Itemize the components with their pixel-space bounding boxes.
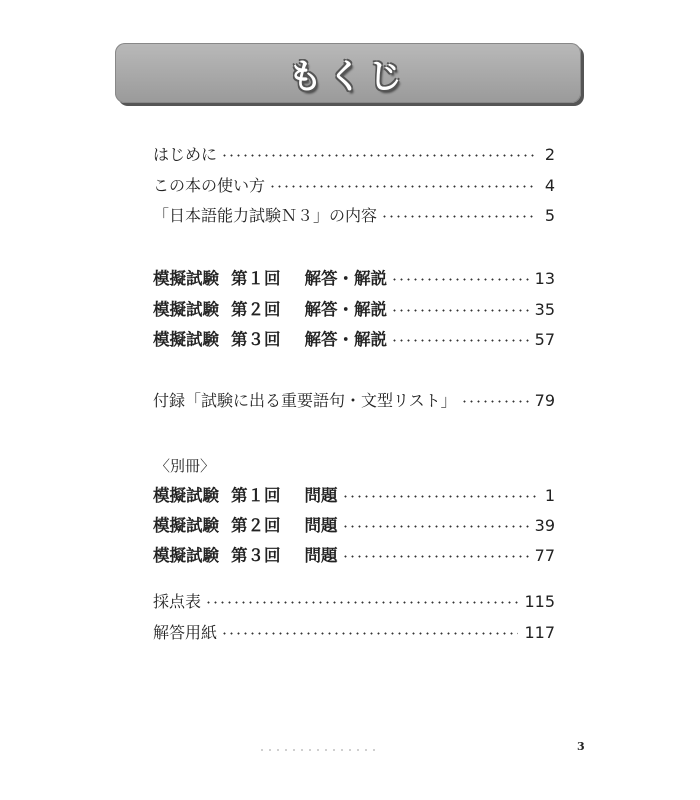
toc-entry-label-b: 第２回 <box>231 516 281 535</box>
page-title: もくじ <box>288 56 408 97</box>
toc-entry-label: はじめに <box>153 145 218 164</box>
toc-entry-label <box>153 546 338 566</box>
dot-leader <box>205 601 518 604</box>
toc-entry[interactable] <box>153 269 555 289</box>
toc-entry-label <box>153 486 338 506</box>
toc-entry-label-a: 模擬試験 <box>153 546 219 565</box>
dot-leader <box>221 632 518 635</box>
dot-leader <box>342 555 529 558</box>
toc-entry-page: 39 <box>534 516 555 535</box>
toc-entry-page: 4 <box>544 176 555 195</box>
toc-entry-label-b: 第１回 <box>231 486 281 505</box>
toc-entry[interactable] <box>153 391 555 411</box>
toc-entry-label-a: 模擬試験 <box>153 330 219 349</box>
toc-entry-page: 79 <box>534 391 555 410</box>
toc-entry-page: 57 <box>534 330 555 349</box>
toc-entry-label-a: 模擬試験 <box>153 269 219 288</box>
toc-entry-page: 77 <box>534 546 555 565</box>
dot-leader <box>342 525 529 528</box>
dot-leader <box>391 278 529 281</box>
toc-entry[interactable] <box>153 300 555 320</box>
toc-entry-label-b: 第２回 <box>231 300 281 319</box>
dot-leader <box>391 309 529 312</box>
toc-entry-label-b: 第１回 <box>231 269 281 288</box>
page-number: 3 <box>577 740 585 753</box>
dot-leader <box>221 154 537 157</box>
toc-entry-label-c: 解答・解説 <box>304 330 387 349</box>
toc-entry[interactable] <box>153 486 555 506</box>
toc-entry-page: 1 <box>544 486 555 505</box>
toc-entry-label <box>153 300 387 320</box>
toc-entry-label: この本の使い方 <box>153 176 266 195</box>
dot-leader <box>269 185 537 188</box>
toc-entry[interactable] <box>153 206 555 226</box>
toc-entry[interactable] <box>153 516 555 536</box>
toc-entry-label-c: 解答・解説 <box>304 269 387 288</box>
toc-entry-label <box>153 516 338 536</box>
toc-entry-label: 付録「試験に出る重要語句・文型リスト」 <box>153 391 457 410</box>
toc-entry-label-a: 模擬試験 <box>153 300 219 319</box>
toc-entry-label-b: 第３回 <box>231 330 281 349</box>
toc-entry-label <box>153 269 387 289</box>
dot-leader <box>391 339 529 342</box>
toc-entry-page: 13 <box>534 269 555 288</box>
toc-entry-page: 117 <box>524 623 555 642</box>
toc-entry-label: 「日本語能力試験Ｎ３」の内容 <box>153 206 378 225</box>
toc-entry[interactable] <box>153 176 555 196</box>
toc-entry-page: 5 <box>544 206 555 225</box>
toc-entry[interactable] <box>153 330 555 350</box>
toc-entry-page: 2 <box>544 145 555 164</box>
toc-entry-page: 35 <box>534 300 555 319</box>
toc-entry-page: 115 <box>524 592 555 611</box>
toc-entry[interactable] <box>153 623 555 643</box>
title-banner <box>115 43 581 103</box>
toc-entry-label-c: 問題 <box>304 516 338 535</box>
dot-leader <box>381 215 537 218</box>
toc-entry-label: 採点表 <box>153 592 202 611</box>
dot-leader <box>461 400 529 403</box>
toc-entry[interactable] <box>153 546 555 566</box>
toc-entry-label-c: 問題 <box>304 486 338 505</box>
footer-faint-text <box>258 748 378 752</box>
separate-volume-note: 〈別冊〉 <box>155 457 216 475</box>
toc-entry[interactable] <box>153 592 555 612</box>
toc-entry-label-b: 第３回 <box>231 546 281 565</box>
toc-entry-label-c: 解答・解説 <box>304 300 387 319</box>
toc-entry-label <box>153 330 387 350</box>
dot-leader <box>342 495 538 498</box>
toc-entry-label: 解答用紙 <box>153 623 218 642</box>
toc-entry-label-a: 模擬試験 <box>153 516 219 535</box>
toc-entry[interactable] <box>153 145 555 165</box>
toc-entry-label-a: 模擬試験 <box>153 486 219 505</box>
toc-entry-label-c: 問題 <box>304 546 338 565</box>
